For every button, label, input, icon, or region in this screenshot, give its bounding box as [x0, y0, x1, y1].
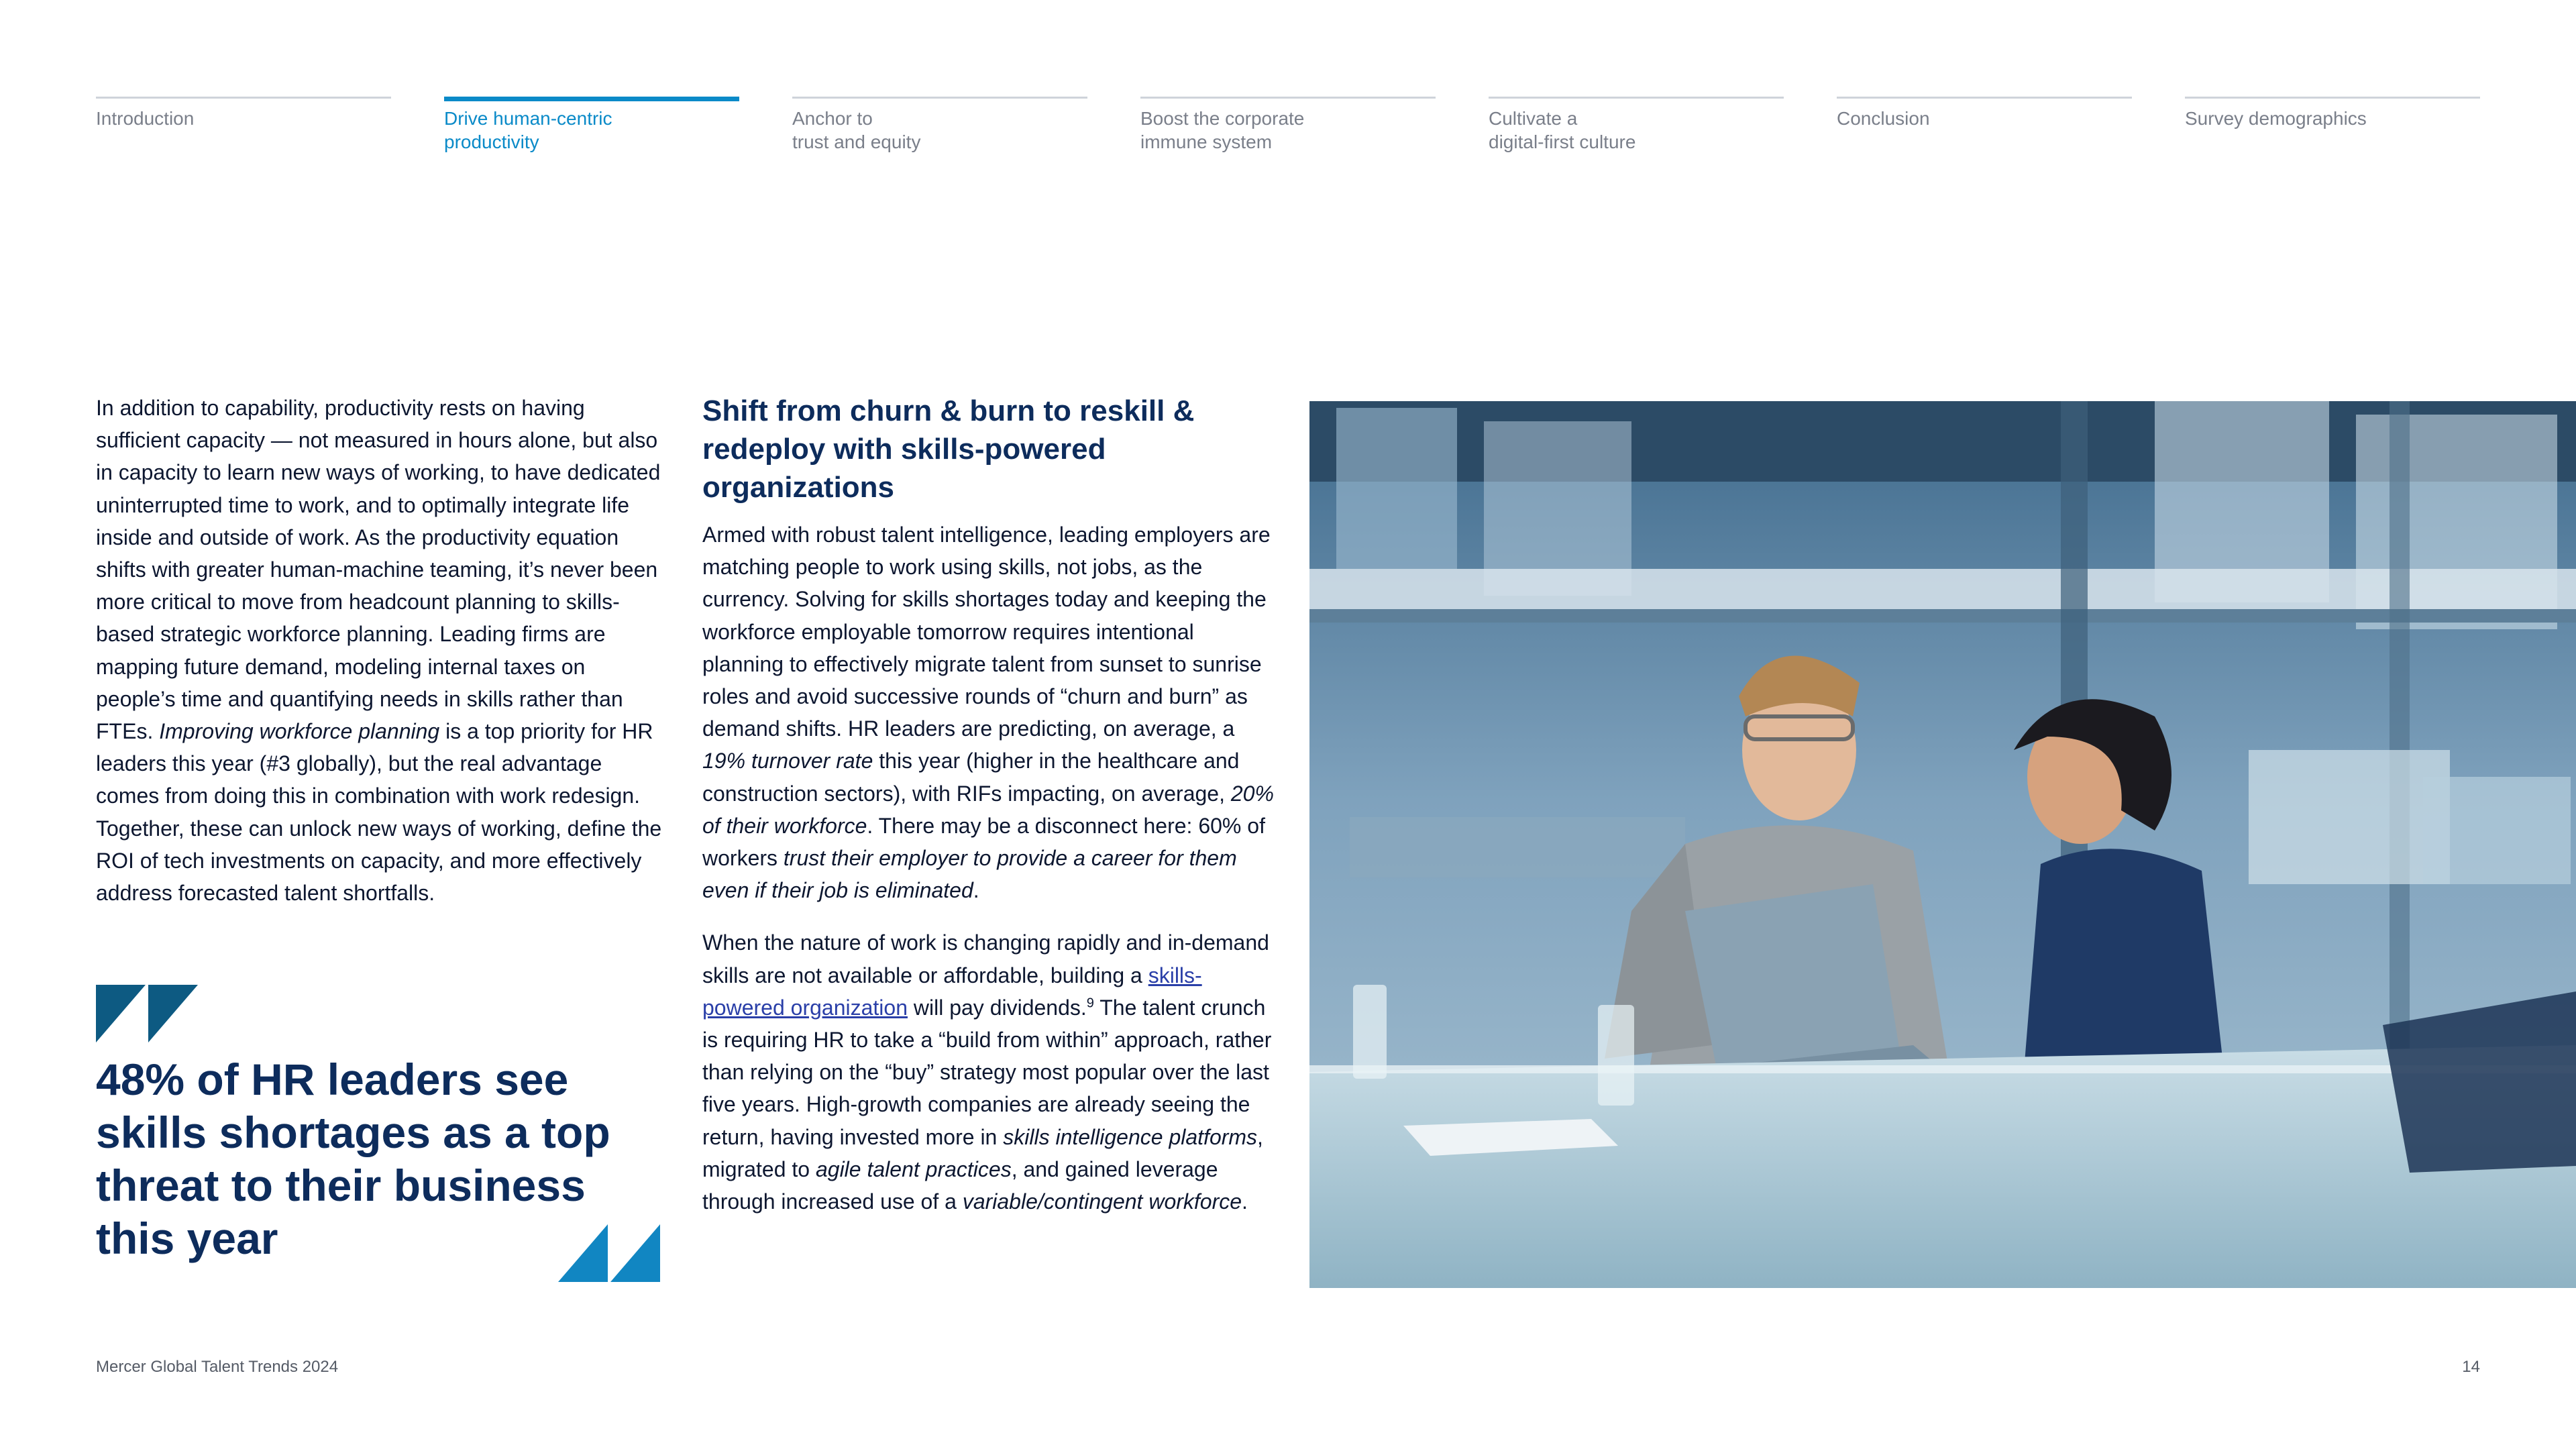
paragraph-text: will pay dividends. — [907, 995, 1087, 1020]
nav-item-introduction[interactable] — [96, 97, 391, 130]
paragraph-text: . — [1242, 1189, 1248, 1214]
paragraph-text: . There may be a disconnect here: 60% of workers — [702, 813, 1265, 871]
nav-item-boost-corporate-immune-system[interactable] — [1140, 97, 1436, 154]
paragraph-text: When the nature of work is changing rapidly and in-demand skills are not available or affordable, building a — [702, 930, 1269, 987]
office-photo — [1309, 401, 2576, 1288]
middle-column — [702, 392, 1279, 1218]
nav-item-survey-demographics[interactable] — [2185, 97, 2480, 130]
footnote-reference[interactable]: 9 — [1086, 996, 1094, 1011]
section-navigation — [96, 97, 2481, 164]
paragraph-text: this year (higher in the healthcare and construction sectors), with RIFs impacting, on average, — [702, 749, 1240, 806]
emphasis-text: trust their employer to provide a career for them even if their job is eliminated — [702, 846, 1237, 903]
emphasis-text: agile talent practices — [815, 1157, 1012, 1181]
nav-indicator — [1837, 97, 2132, 99]
paragraph-text: The talent crunch is requiring HR to take a “build from within” approach, rather than relying on the “buy” strategy most popular over the last five years. High-growth companies are already seeing the return, having invested more in — [702, 995, 1272, 1149]
nav-indicator — [2185, 97, 2480, 99]
paragraph-text: . — [973, 878, 979, 903]
paragraph-text: , migrated to — [702, 1124, 1263, 1181]
nav-item-anchor-to-trust-and-equity[interactable] — [792, 97, 1087, 154]
paragraph-text: is a top priority for HR leaders this year (#3 globally), but the real advantage comes from doing this in combination with work redesign. Together, these can unlock new ways of working, define the ROI of tech investments on capacity, and more effectively address forecasted talent shortfalls. — [96, 719, 662, 906]
paragraph-text: In addition to capability, productivity rests on having sufficient capacity — not measured in hours alone, but also in capacity to learn new ways of working, to have dedicated uninterrupted time to work, and to optimally integrate life inside and outside of work. As the productivity equation shifts with greater human-machine teaming, it’s never been more critical to move from headcount planning to skills-based strategic workforce planning. Leading firms are mapping future demand, modeling internal taxes on people’s time and quantifying needs in skills rather than FTEs. — [96, 396, 661, 744]
skills-powered-paragraph — [702, 926, 1279, 1218]
section-heading: Shift from churn & burn to reskill & redeploy with skills-powered organizations — [702, 394, 1195, 504]
page-number: 14 — [2462, 1358, 2480, 1376]
open-quote-icon — [96, 985, 198, 1042]
nav-indicator — [96, 97, 391, 99]
nav-indicator-active — [444, 97, 739, 101]
nav-label: Cultivate a digital-first culture — [1489, 108, 1636, 152]
paragraph-text: , and gained leverage through increased use of a — [702, 1157, 1218, 1214]
nav-label: Anchor to trust and equity — [792, 108, 921, 152]
emphasis-text: Improving workforce planning — [159, 719, 440, 744]
emphasis-text: 20% of their workforce — [702, 781, 1274, 838]
capacity-paragraph — [96, 392, 666, 909]
talent-intelligence-paragraph — [702, 519, 1279, 906]
nav-label: Drive human-centric productivity — [444, 108, 612, 152]
nav-item-conclusion[interactable] — [1837, 97, 2132, 130]
nav-indicator — [792, 97, 1087, 99]
emphasis-text: 19% turnover rate — [702, 749, 873, 773]
footer-publication: Mercer Global Talent Trends 2024 — [96, 1358, 339, 1376]
nav-indicator — [1140, 97, 1436, 99]
nav-label: Boost the corporate immune system — [1140, 108, 1305, 152]
nav-label: Conclusion — [1837, 108, 1930, 129]
left-column — [96, 392, 666, 909]
nav-label: Survey demographics — [2185, 108, 2367, 129]
nav-item-drive-human-centric-productivity[interactable] — [444, 97, 739, 154]
close-quote-icon — [558, 1224, 660, 1282]
nav-item-cultivate-digital-first-culture[interactable] — [1489, 97, 1784, 154]
skills-powered-organization-link[interactable]: skills-powered organization — [702, 963, 1202, 1020]
nav-indicator — [1489, 97, 1784, 99]
nav-label: Introduction — [96, 108, 195, 129]
paragraph-text: Armed with robust talent intelligence, leading employers are matching people to work using skills, not jobs, as the currency. Solving for skills shortages today and keeping the workforce employable tomorrow requires intentional planning to effectively migrate talent from sunset to sunrise roles and avoid successive rounds of “churn and burn” as demand shifts. HR leaders are predicting, on average, a — [702, 523, 1271, 741]
stat-callout: 48% of HR leaders see skills shortages as a top threat to their business this year — [96, 1055, 610, 1263]
emphasis-text: variable/contingent workforce — [962, 1189, 1242, 1214]
emphasis-text: skills intelligence platforms — [1003, 1124, 1258, 1149]
